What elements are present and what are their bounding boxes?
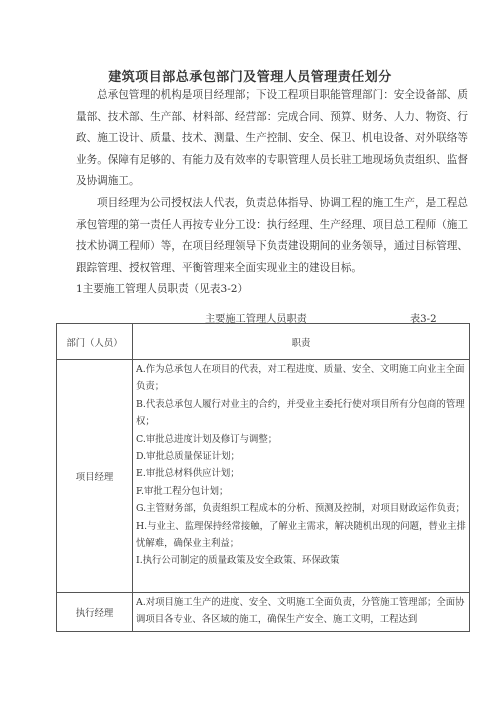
header-department: 部门（人员）: [57, 324, 133, 360]
duty-item: C.审批总进度计划及修订与调整；: [136, 433, 278, 445]
table-number: 表3-2: [410, 314, 437, 325]
dept-cell: 项目经理: [57, 360, 133, 593]
paragraph-organization: 总承包管理的机构是项目经理部；下设工程项目职能管理部门：安全设备部、质量部、技术部、生产部、材料部、经营部：完成合同、预算、财务、人力、物资、行政、施工设计、质量、技术、测量、生产控制、安全、保卫、机电设备、对外联络等业务。保障有足够的、有能力及有效率的专职管理人员长驻工地现场负责组织、监督及协调施工。: [76, 89, 468, 188]
duty-item: B.代表总承包人履行对业主的合约，并受业主委托行使对项目所有分包商的管理权；: [136, 398, 465, 428]
table-header-row: [57, 324, 470, 360]
duty-item: H.与业主、监理保持经常接触，了解业主需求，解决随机出现的问题，替业主排忧解难，确保业主利益；: [136, 520, 466, 550]
dept-cell: 执行经理: [57, 593, 133, 632]
duty-item: E.审批总材料供应计划；: [136, 468, 240, 480]
duties-cell: [133, 360, 470, 593]
section-subheading: 1主要施工管理人员职责（见表3-2）: [76, 283, 249, 295]
duties-cell: [133, 593, 470, 632]
duty-item: F.审批工程分包计划；: [136, 485, 229, 497]
paragraph-project-manager: 项目经理为公司授权法人代表，负责总体指导、协调工程的施工生产，是工程总承包管理的第一责任人再按专业分工设：执行经理、生产经理、项目总工程师（施工技术协调工程师）等，在项目经理领导下负责建设期间的业务领导，通过目标管理、跟踪管理、授权管理、平衡管理来全面实现业主的建设目标。: [76, 197, 468, 274]
responsibility-table: [56, 323, 470, 632]
table-row: [57, 593, 470, 632]
document-title: 建筑项目部总承包部门及管理人员管理责任划分: [108, 70, 392, 85]
table-caption: 主要施工管理人员职责: [205, 314, 307, 325]
duty-item: G.主管财务部，负责组织工程成本的分析、预测及控制，对项目财政运作负责；: [136, 503, 465, 515]
header-duties: 职责: [133, 324, 470, 360]
duty-item: A.作为总承包人在项目的代表，对工程进度、质量、安全、文明施工向业主全面负责；: [136, 364, 465, 393]
table-row: [57, 360, 470, 593]
duty-item: D.审批总质量保证计划；: [136, 451, 240, 463]
duty-item: I.执行公司制定的质量政策及安全政策、环保政策: [136, 555, 340, 567]
duty-item: A.对项目施工生产的进度、安全、文明施工全面负责，分管施工管理部；全面协调项目各专业、各区域的施工，确保生产安全、施工文明，工程达到: [136, 597, 465, 626]
